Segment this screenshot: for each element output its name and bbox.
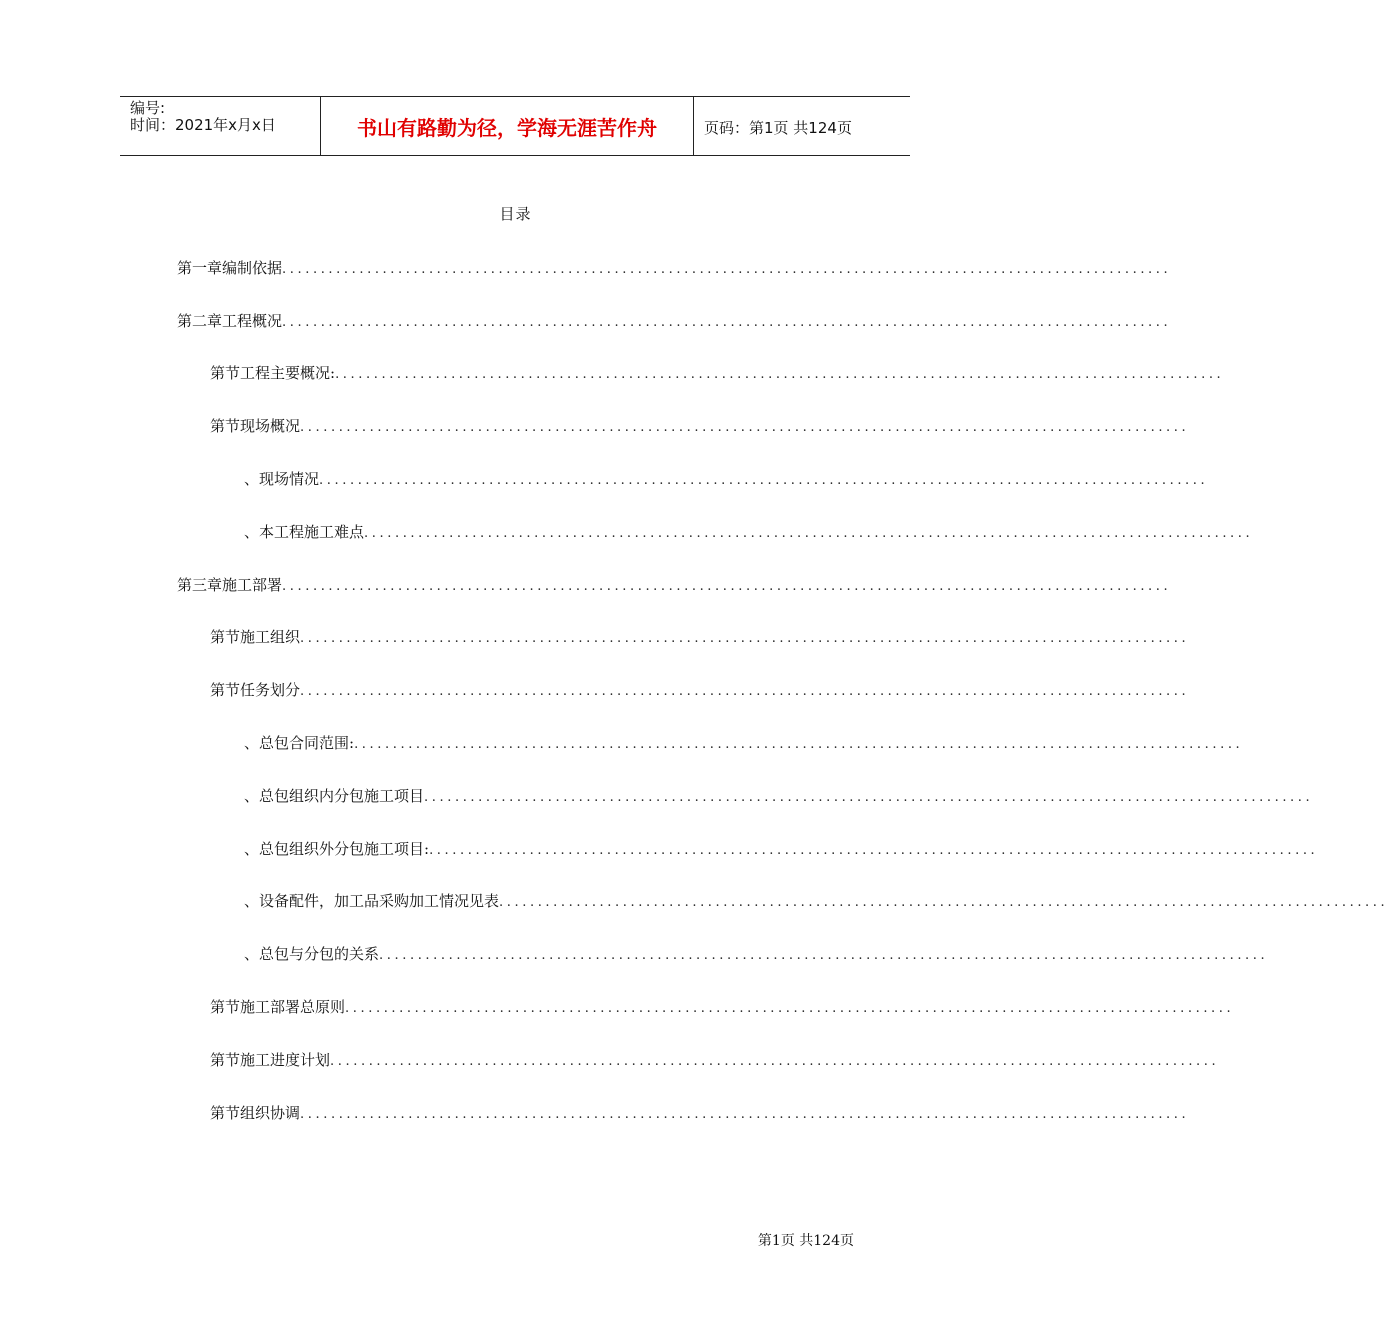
toc-entry-prefix: 第节: [210, 998, 241, 1016]
toc-entry-prefix: 第节: [210, 628, 241, 646]
toc-leader-dots: ...................................................................................................................: [499, 895, 1388, 910]
toc-entry[interactable]: [210, 1049, 1220, 1071]
toc-entry[interactable]: [244, 943, 1269, 965]
toc-entry[interactable]: [177, 574, 1172, 596]
time-label: 时间：2021年x月x日: [130, 116, 276, 134]
toc-entry-text: 工程概况: [222, 312, 283, 330]
toc-entry-prefix: 第节: [210, 417, 241, 435]
toc-entry-text: 总包组织内分包施工项目: [259, 787, 425, 805]
toc-leader-dots: ...................................................................................................................: [354, 737, 1244, 752]
toc-leader-dots: ...................................................................................................................: [330, 1054, 1220, 1069]
toc-entry[interactable]: [244, 890, 1388, 912]
toc-entry-text: 总包组织外分包施工项目:: [259, 840, 430, 858]
toc-entry-prefix: 、: [244, 840, 260, 858]
toc-entry-text: 总包与分包的关系: [259, 945, 380, 963]
toc-entry-prefix: 、: [244, 787, 260, 805]
toc-leader-dots: ...................................................................................................................: [282, 262, 1172, 277]
toc-entry-text: 设备配件，加工品采购加工情况见表: [259, 892, 500, 910]
toc-leader-dots: ...................................................................................................................: [282, 315, 1172, 330]
toc-entry-text: 施工组织: [240, 628, 301, 646]
toc-entry[interactable]: [210, 362, 1225, 384]
toc-leader-dots: ...................................................................................................................: [300, 1107, 1190, 1122]
toc-entry-prefix: 第节: [210, 1104, 241, 1122]
toc-leader-dots: ...................................................................................................................: [300, 631, 1190, 646]
header-motto-cell: [321, 97, 694, 155]
toc-leader-dots: ...................................................................................................................: [345, 1001, 1235, 1016]
toc-leader-dots: ...................................................................................................................: [282, 579, 1172, 594]
toc-leader-dots: ...................................................................................................................: [300, 684, 1190, 699]
toc-entry-text: 施工部署: [222, 576, 283, 594]
toc-entry-prefix: 、: [244, 523, 260, 541]
toc-leader-dots: ...................................................................................................................: [429, 843, 1319, 858]
toc-entry[interactable]: [244, 732, 1244, 754]
toc-entry-prefix: 、: [244, 470, 260, 488]
toc-entry[interactable]: [210, 626, 1190, 648]
toc-entry-text: 工程主要概况:: [240, 364, 336, 382]
toc-entry-prefix: 、: [244, 892, 260, 910]
number-label: 编号:: [130, 99, 166, 117]
toc-entry[interactable]: [244, 521, 1254, 543]
toc-entry-text: 施工部署总原则: [240, 998, 346, 1016]
toc-entry[interactable]: [177, 257, 1172, 279]
toc-entry[interactable]: [244, 838, 1319, 860]
toc-entry-prefix: 第一章: [177, 259, 223, 277]
toc-leader-dots: ...................................................................................................................: [335, 367, 1225, 382]
toc-leader-dots: ...................................................................................................................: [364, 526, 1254, 541]
toc-title: 目录: [499, 205, 532, 223]
toc-entry[interactable]: [177, 310, 1172, 332]
toc-entry[interactable]: [244, 468, 1209, 490]
toc-entry[interactable]: [210, 1102, 1190, 1124]
toc-entry-prefix: 第三章: [177, 576, 223, 594]
toc-entry-text: 总包合同范围:: [259, 734, 355, 752]
toc-entry-text: 现场概况: [240, 417, 301, 435]
toc-entry-prefix: 、: [244, 734, 260, 752]
toc-entry[interactable]: [210, 679, 1190, 701]
toc-leader-dots: ...................................................................................................................: [424, 790, 1314, 805]
toc-entry-text: 编制依据: [222, 259, 283, 277]
toc-entry-text: 现场情况: [259, 470, 320, 488]
toc-entry[interactable]: [210, 415, 1190, 437]
toc-entry-prefix: 第节: [210, 1051, 241, 1069]
header-page-cell: [694, 97, 910, 155]
toc-entry-prefix: 第节: [210, 681, 241, 699]
toc-leader-dots: ...................................................................................................................: [319, 473, 1209, 488]
toc-leader-dots: ...................................................................................................................: [379, 948, 1269, 963]
header-meta-cell: [120, 97, 321, 155]
toc-entry-prefix: 、: [244, 945, 260, 963]
page-footer: 第1页 共124页: [757, 1233, 854, 1249]
toc-entry-text: 本工程施工难点: [259, 523, 365, 541]
header-page-info: 页码：第1页 共124页: [704, 119, 852, 137]
toc-entry-text: 组织协调: [240, 1104, 301, 1122]
toc-leader-dots: ...................................................................................................................: [300, 420, 1190, 435]
toc-entry[interactable]: [244, 785, 1314, 807]
toc-entry[interactable]: [210, 996, 1235, 1018]
toc-entry-prefix: 第二章: [177, 312, 223, 330]
motto-text: 书山有路勤为径，学海无涯苦作舟: [357, 116, 657, 140]
toc-entry-text: 施工进度计划: [240, 1051, 331, 1069]
document-header: [120, 96, 910, 156]
toc-entry-prefix: 第节: [210, 364, 241, 382]
toc-entry-text: 任务划分: [240, 681, 301, 699]
